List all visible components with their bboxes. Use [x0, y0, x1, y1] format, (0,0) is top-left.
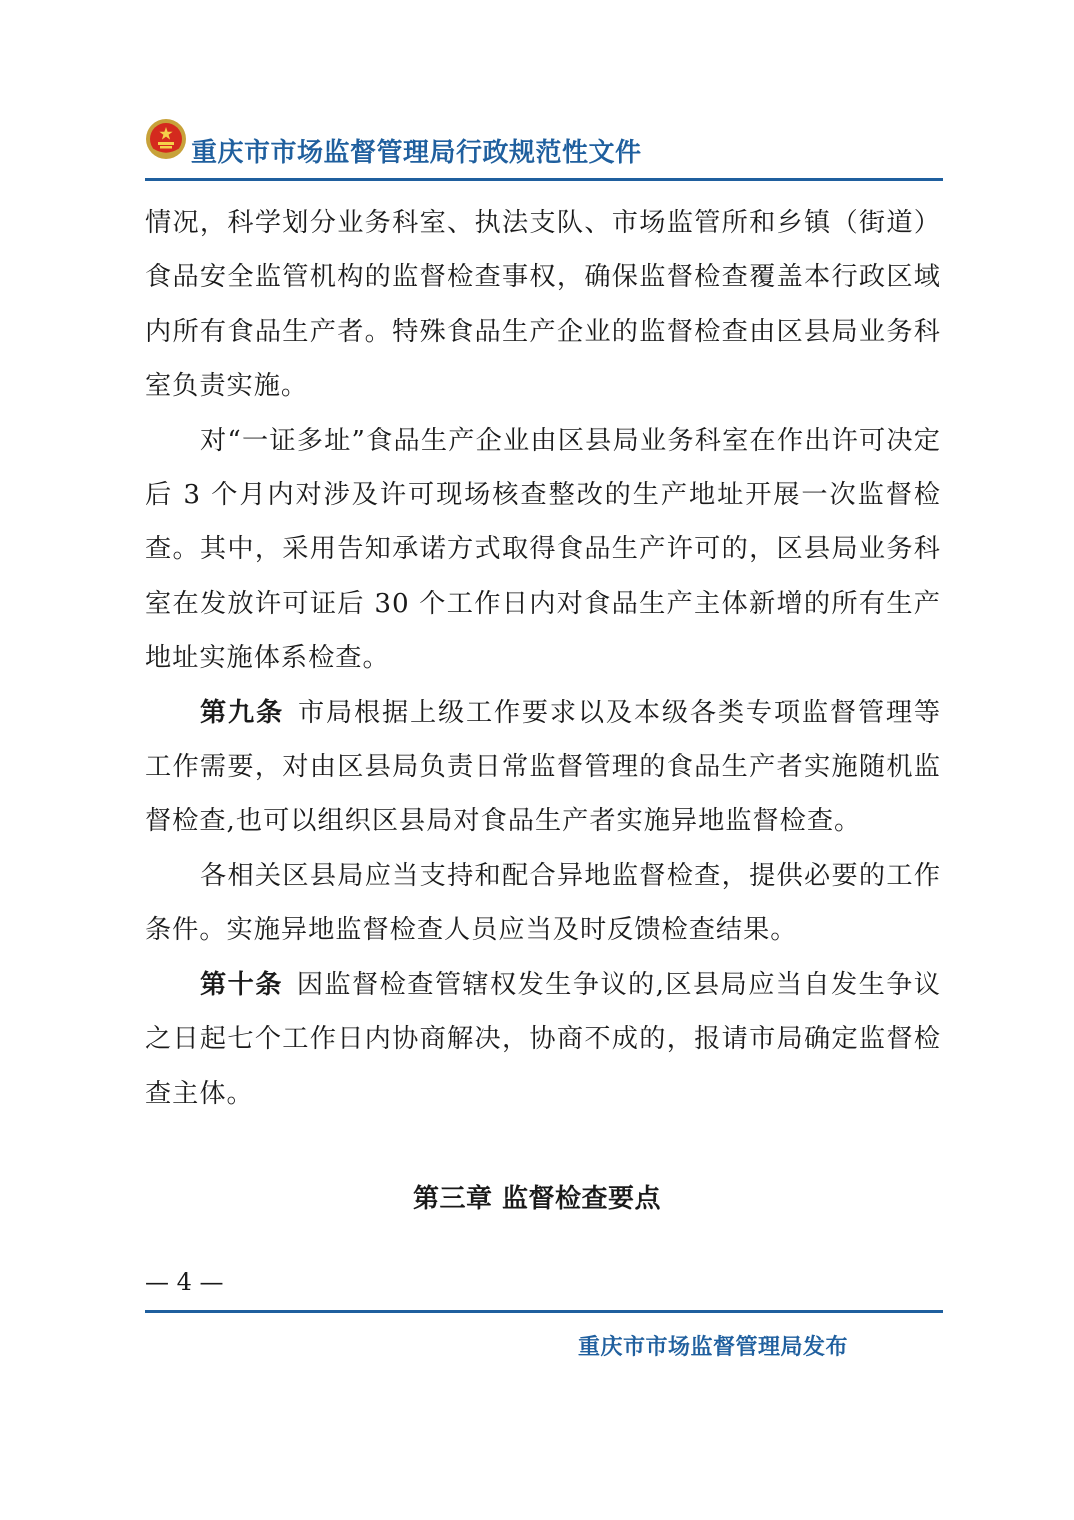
article-paragraph: [145, 686, 941, 849]
paragraph-text: 各相关区县局应当支持和配合异地监督检查，提供必要的工作条件。实施异地监督检查人员应当及时反馈检查结果。: [145, 860, 941, 946]
paragraph-text: 情况，科学划分业务科室、执法支队、市场监管所和乡镇（街道）食品安全监管机构的监督检查事权，确保监督检查覆盖本行政区域内所有食品生产者。特殊食品生产企业的监督检查由区县局业务科室负责实施。: [145, 208, 941, 402]
article-number: 第十条: [200, 969, 283, 1000]
chapter-title: 第三章 监督检查要点: [412, 1184, 662, 1214]
header-divider: [145, 178, 943, 181]
footer-divider: [145, 1310, 943, 1313]
page-number: — 4 —: [145, 1268, 224, 1296]
footer-publisher: 重庆市市场监督管理局发布: [578, 1335, 849, 1360]
document-header: [145, 118, 945, 178]
article-paragraph: [145, 958, 941, 1121]
document-body: [145, 196, 941, 1121]
paragraph-text: 对“一证多址”食品生产企业由区县局业务科室在作出许可决定后 3 个月内对涉及许可现场核查整改的生产地址开展一次监督检查。其中，采用告知承诺方式取得食品生产许可的，区县局业务科室在发放许可证后 30 个工作日内对食品生产主体新增的所有生产地址实施体系检查。: [145, 425, 941, 674]
paragraph: [145, 414, 941, 686]
national-emblem-icon: [145, 118, 187, 160]
paragraph: [145, 196, 941, 414]
header-title: 重庆市市场监督管理局行政规范性文件: [191, 138, 642, 168]
article-number: 第九条: [200, 697, 284, 728]
paragraph-text: 市局根据上级工作要求以及本级各类专项监督管理等工作需要，对由区县局负责日常监督管理的食品生产者实施随机监督检查,也可以组织区县局对食品生产者实施异地监督检查。: [145, 697, 942, 837]
paragraph-text: 因监督检查管辖权发生争议的,区县局应当自发生争议之日起七个工作日内协商解决，协商不成的，报请市局确定监督检查主体。: [145, 969, 941, 1109]
paragraph: [145, 849, 941, 958]
